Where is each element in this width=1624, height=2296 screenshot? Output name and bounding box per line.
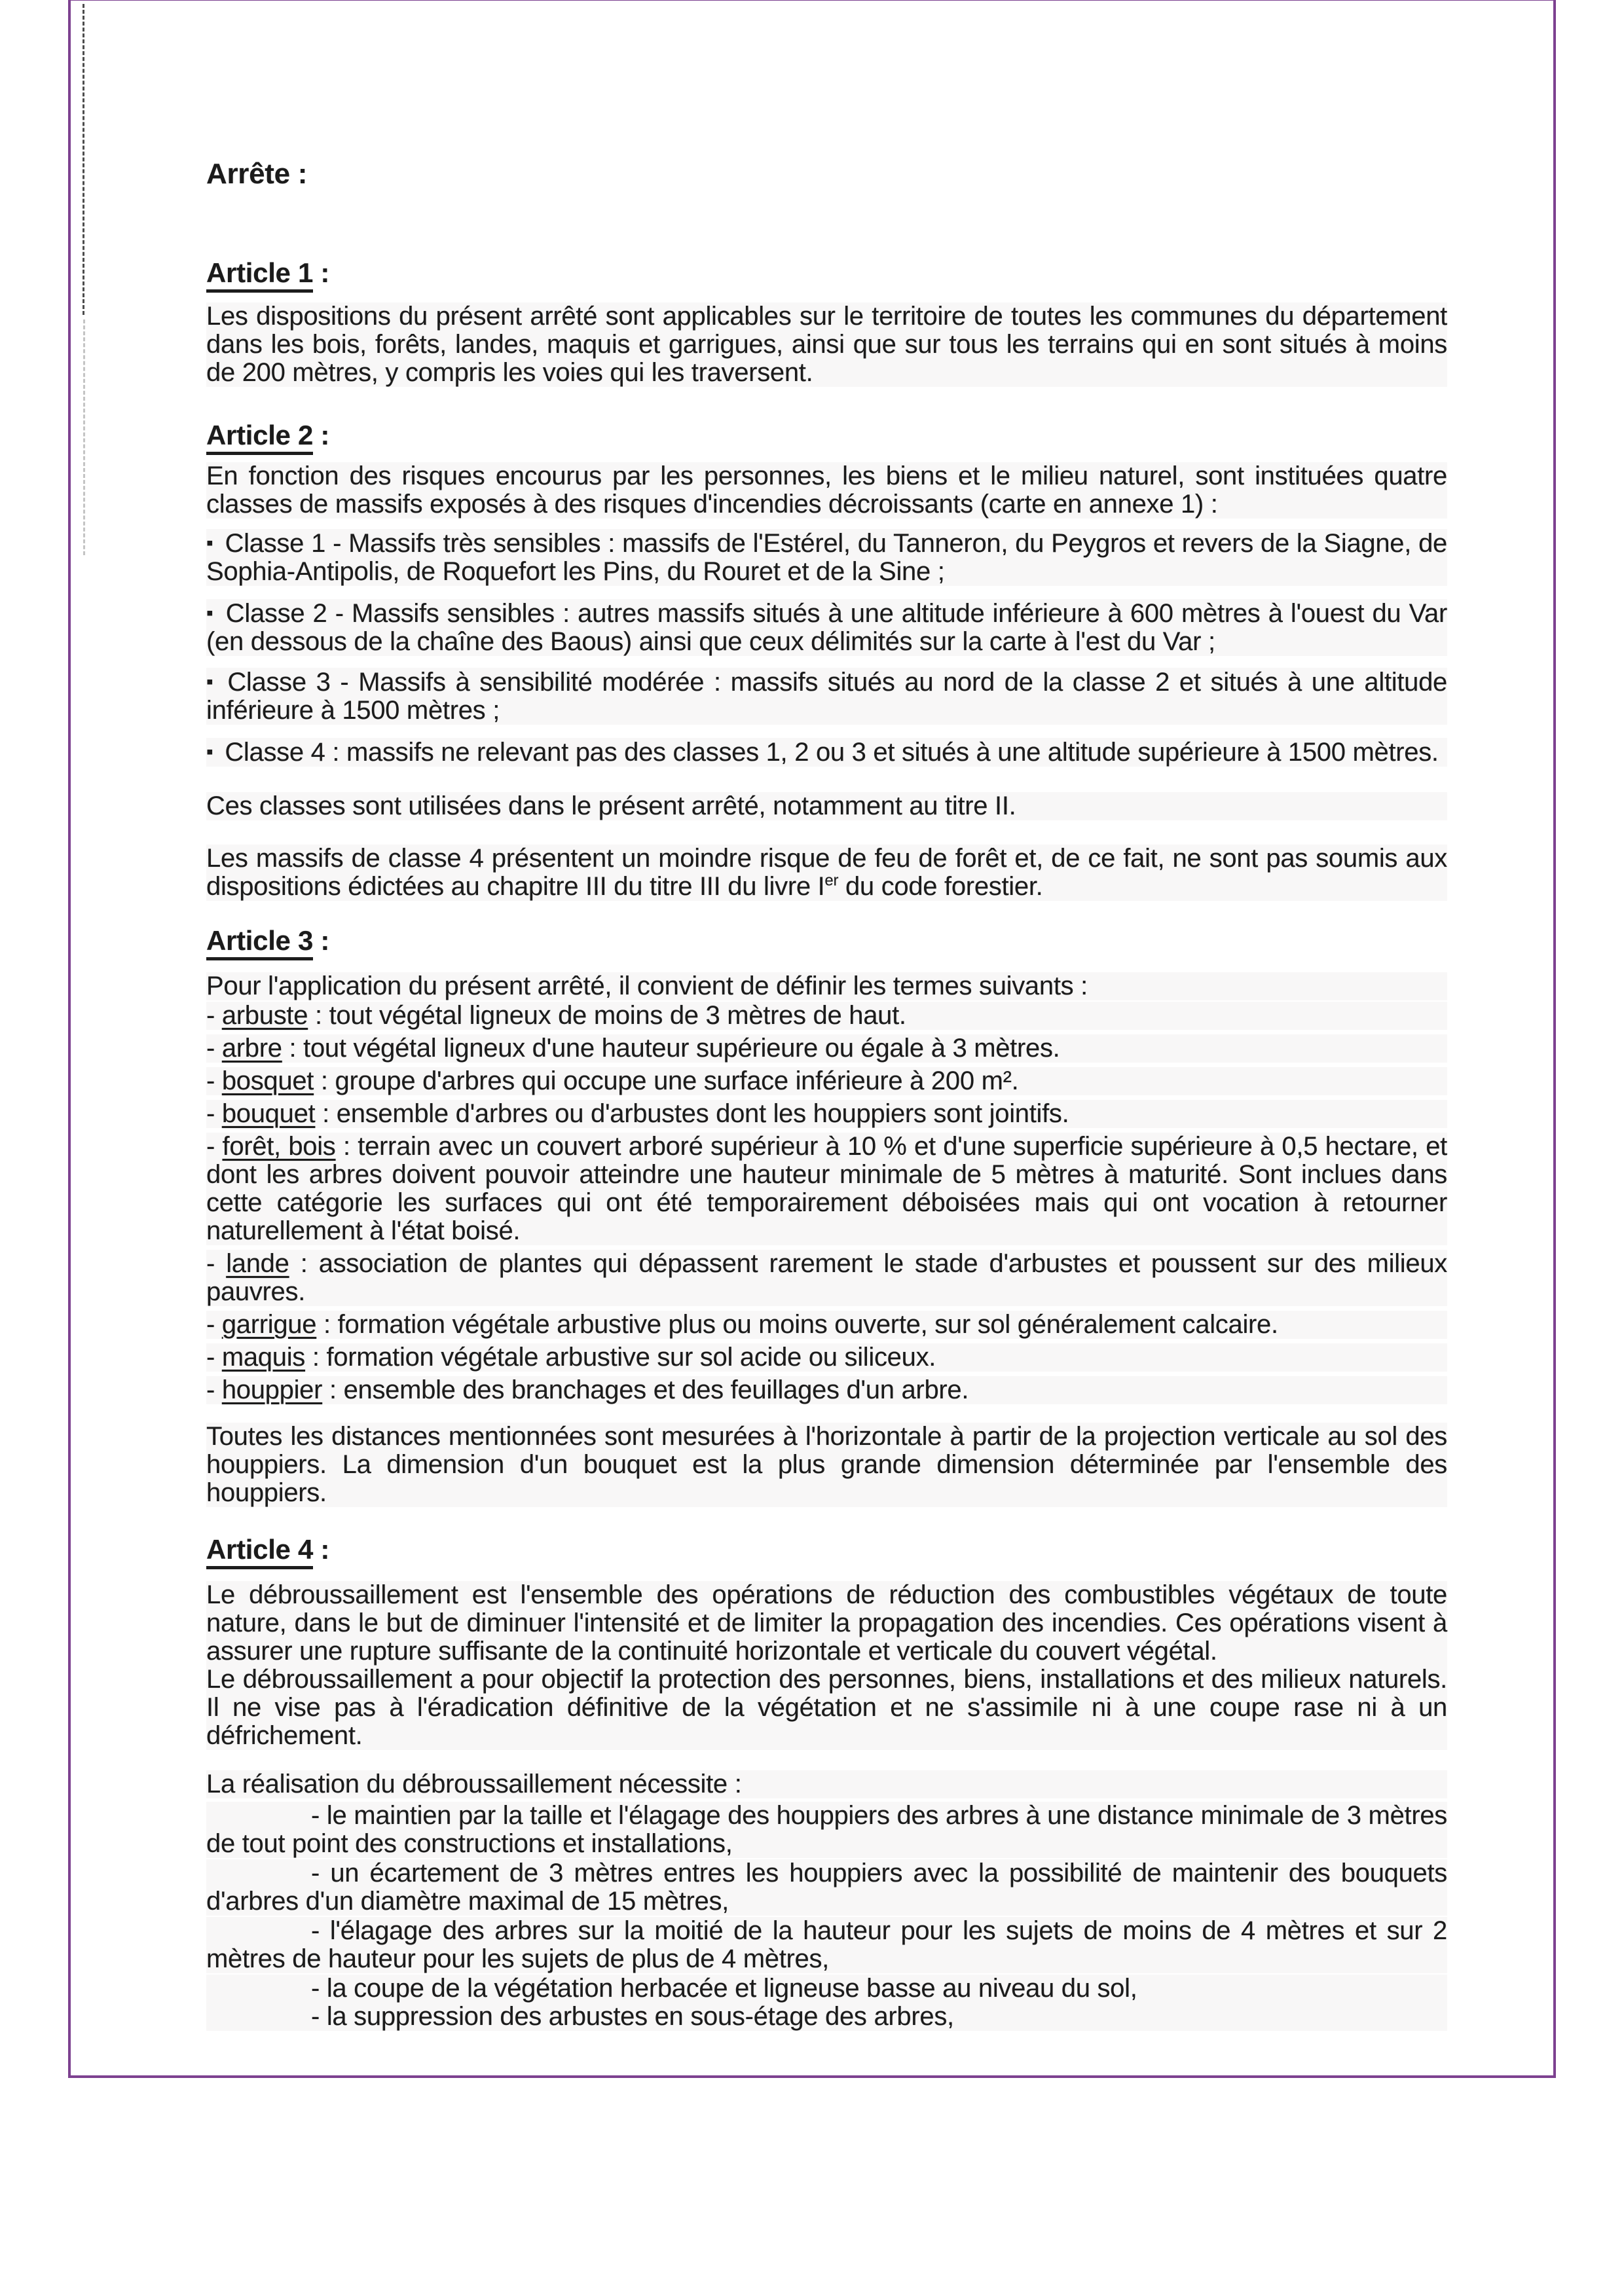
article4-heading <box>206 1535 1447 1569</box>
definition-term: bosquet <box>221 1066 314 1095</box>
article3-distances-note: Toutes les distances mentionnées sont mesurées à l'horizontale à partir de la projection verticale au sol des houppiers. La dimension d'un bouquet est la plus grande dimension déterminée par l'ensemble des houppiers. <box>206 1422 1447 1507</box>
definition-term: houppier <box>221 1376 323 1404</box>
article3-intro: Pour l'application du présent arrêté, il convient de définir les termes suivants : <box>206 972 1447 1000</box>
article4-paragraph-2: Le débroussaillement a pour objectif la protection des personnes, biens, installations et des milieux naturels. Il ne vise pas à l'éradication définitive de la végétation et ne s'assimile ni à une coupe rase ni à un défrichement. <box>206 1665 1447 1750</box>
definition-term: garrigue <box>221 1310 317 1339</box>
square-bullet-icon: ▪ <box>206 671 216 693</box>
classe-item-1 <box>206 529 1447 586</box>
definition-term: arbre <box>221 1034 282 1063</box>
definition-dash: - <box>206 1099 222 1128</box>
definition-maquis <box>206 1343 1447 1372</box>
classe-3-text: Classe 3 - Massifs à sensibilité modérée : massifs situés au nord de la classe 2 et situés à une altitude inférieure à 1500 mètres ; <box>206 668 1447 725</box>
class4-note-text: Les massifs de classe 4 présentent un moindre risque de feu de forêt et, de ce fait, ne sont pas soumis aux dispositions édictées au chapitre III du titre III du livre I <box>206 844 1447 901</box>
heading-colon: : <box>313 420 330 450</box>
article4-list-intro: La réalisation du débroussaillement nécessite : <box>206 1770 1447 1798</box>
class4-note-text-end: du code forestier. <box>838 872 1043 901</box>
article2-usage-note: Ces classes sont utilisées dans le présent arrêté, notamment au titre II. <box>206 792 1447 820</box>
definition-arbre <box>206 1034 1447 1063</box>
requirement-item-5: - la suppression des arbustes en sous-étage des arbres, <box>206 2003 1447 2031</box>
scan-artifact-dashed-line-faint <box>83 319 85 555</box>
article1-paragraph: Les dispositions du présent arrêté sont applicables sur le territoire de toutes les communes du département dans les bois, forêts, landes, maquis et garrigues, ainsi que sur tous les terrains qui en sont situés à moins de 200 mètres, y compris les voies qui les traversent. <box>206 302 1447 387</box>
document-title: Arrête : <box>206 158 308 190</box>
article3-heading <box>206 926 1447 960</box>
definition-text: : tout végétal ligneux de moins de 3 mètres de haut. <box>308 1001 906 1030</box>
definition-text: : formation végétale arbustive plus ou moins ouverte, sur sol généralement calcaire. <box>316 1310 1278 1339</box>
article2-heading-label: Article 2 <box>206 420 313 455</box>
definition-dash: - <box>206 1376 222 1404</box>
definition-text: : formation végétale arbustive sur sol acide ou siliceux. <box>305 1343 936 1372</box>
requirement-item-4: - la coupe de la végétation herbacée et ligneuse basse au niveau du sol, <box>206 1975 1447 2003</box>
definition-dash: - <box>206 1310 222 1339</box>
definition-dash: - <box>206 1066 222 1095</box>
definition-text: : terrain avec un couvert arboré supérieur à 10 % et d'une superficie supérieure à 0,5 hectare, et dont les arbres doivent pouvoir atteindre une hauteur minimale de 5 mètres à maturité. Sont inclues dans cette catégorie les surfaces qui ont été temporairement déboisées mais qui ont vocation à retourner naturellement à l'état boisé. <box>206 1132 1447 1245</box>
definition-term: bouquet <box>221 1099 316 1128</box>
classe-2-text: Classe 2 - Massifs sensibles : autres massifs situés à une altitude inférieure à 600 mètres à l'ouest du Var (en dessous de la chaîne des Baous) ainsi que ceux délimités sur la carte à l'est du Var ; <box>206 599 1447 656</box>
article3-heading-label: Article 3 <box>206 926 313 960</box>
definition-lande <box>206 1250 1447 1306</box>
document-content <box>206 0 1447 2031</box>
square-bullet-icon: ▪ <box>206 741 213 763</box>
requirement-item-1: - le maintien par la taille et l'élagage des houppiers des arbres à une distance minimale de 3 mètres de tout point des constructions et installations, <box>206 1801 1447 1858</box>
definition-dash: - <box>206 1034 222 1063</box>
definition-term: forêt, bois <box>222 1132 336 1161</box>
definition-garrigue <box>206 1311 1447 1339</box>
definition-text: : tout végétal ligneux d'une hauteur supérieure ou égale à 3 mètres. <box>282 1034 1060 1063</box>
article2-intro: En fonction des risques encourus par les personnes, les biens et le milieu naturel, sont instituées quatre classes de massifs exposés à des risques d'incendies décroissants (carte en annexe 1) : <box>206 462 1447 519</box>
classe-item-2 <box>206 599 1447 656</box>
definition-term: arbuste <box>221 1001 308 1030</box>
definition-dash: - <box>206 1001 222 1030</box>
definition-text: : ensemble des branchages et des feuillages d'un arbre. <box>322 1376 969 1404</box>
heading-colon: : <box>313 257 330 288</box>
requirement-item-2: - un écartement de 3 mètres entres les houppiers avec la possibilité de maintenir des bouquets d'arbres d'un diamètre maximal de 15 mètres, <box>206 1859 1447 1916</box>
definition-dash: - <box>206 1249 227 1278</box>
definition-dash: - <box>206 1343 222 1372</box>
article2-class4-note <box>206 845 1447 901</box>
definition-foret-bois <box>206 1133 1447 1245</box>
square-bullet-icon: ▪ <box>206 532 213 554</box>
definition-term: maquis <box>221 1343 305 1372</box>
classe-item-3 <box>206 668 1447 725</box>
classe-1-text: Classe 1 - Massifs très sensibles : massifs de l'Estérel, du Tanneron, du Peygros et revers de la Siagne, de Sophia-Antipolis, de Roquefort les Pins, du Rouret et de la Sine ; <box>206 529 1448 586</box>
definition-text: : association de plantes qui dépassent rarement le stade d'arbustes et poussent sur des milieux pauvres. <box>206 1249 1447 1306</box>
article4-paragraph-1: Le débroussaillement est l'ensemble des opérations de réduction des combustibles végétaux de toute nature, dans le but de diminuer l'intensité et de limiter la propagation des incendies. Ces opérations visent à assurer une rupture suffisante de la continuité horizontale et verticale du couvert végétal. <box>206 1580 1447 1666</box>
square-bullet-icon: ▪ <box>206 602 214 624</box>
definition-dash: - <box>206 1132 223 1161</box>
heading-colon: : <box>313 925 330 956</box>
definition-bouquet <box>206 1100 1447 1128</box>
class4-note-superscript: er <box>824 871 839 890</box>
definition-term: lande <box>226 1249 289 1278</box>
classe-item-4 <box>206 738 1447 767</box>
article4-heading-label: Article 4 <box>206 1535 313 1569</box>
article2-heading <box>206 420 1447 455</box>
definition-text: : groupe d'arbres qui occupe une surface inférieure à 200 m². <box>314 1066 1019 1095</box>
requirement-item-3: - l'élagage des arbres sur la moitié de la hauteur pour les sujets de moins de 4 mètres et sur 2 mètres de hauteur pour les sujets de plus de 4 mètres, <box>206 1916 1447 1973</box>
definition-bosquet <box>206 1067 1447 1095</box>
scan-artifact-dashed-line <box>83 4 84 315</box>
article1-heading-label: Article 1 <box>206 258 313 293</box>
definition-arbuste <box>206 1002 1447 1030</box>
definition-text: : ensemble d'arbres ou d'arbustes dont les houppiers sont jointifs. <box>315 1099 1069 1128</box>
article1-heading <box>206 258 1447 293</box>
definition-houppier <box>206 1376 1447 1404</box>
classe-4-text: Classe 4 : massifs ne relevant pas des classes 1, 2 ou 3 et situés à une altitude supérieure à 1500 mètres. <box>225 738 1439 767</box>
heading-colon: : <box>313 1534 330 1565</box>
